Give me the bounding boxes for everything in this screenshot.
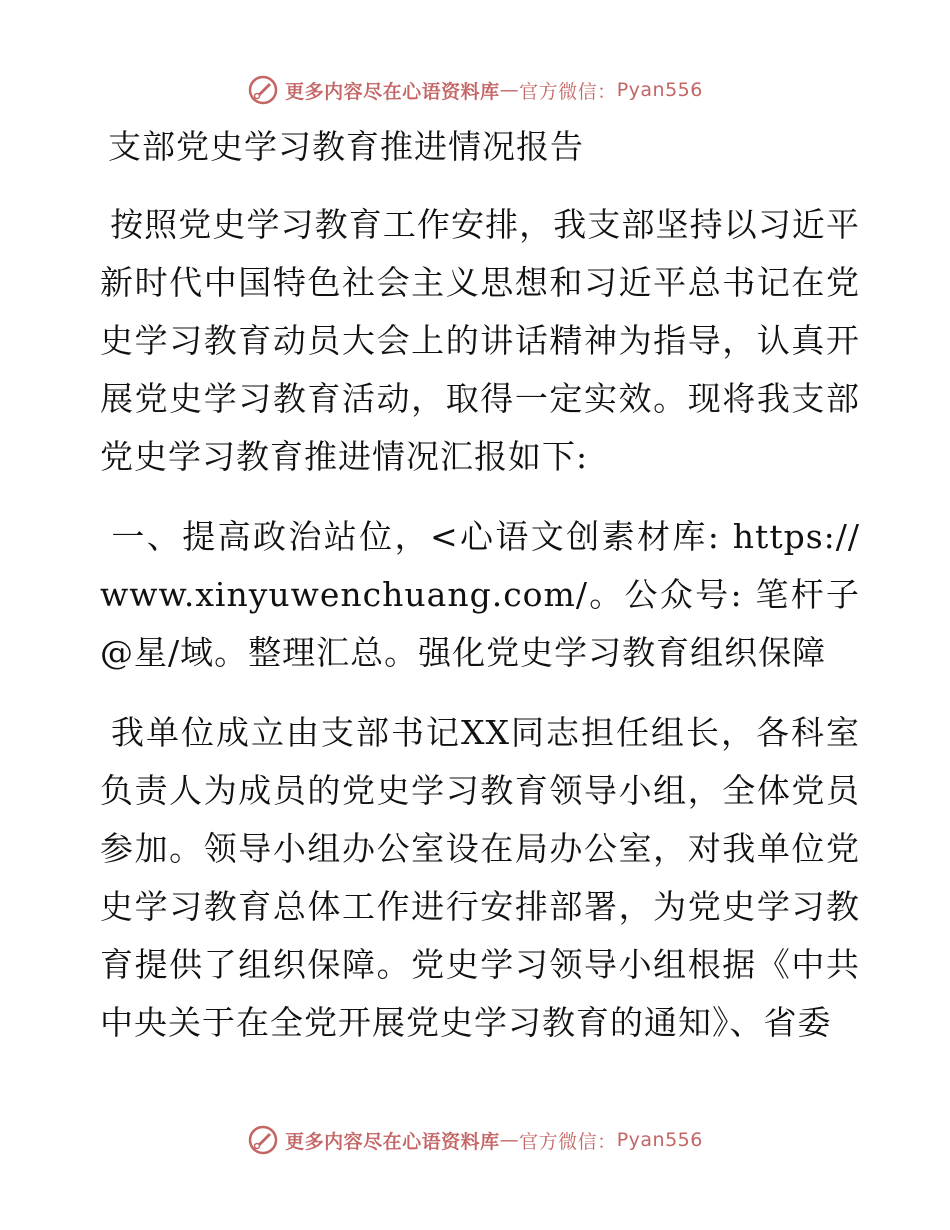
watermark-sub: 官方微信：: [519, 80, 617, 103]
paragraph-leadership-group: [100, 704, 860, 1052]
quill-logo-icon: [247, 74, 279, 106]
watermark-footer: [0, 1120, 950, 1160]
quill-logo-icon: [247, 1124, 279, 1156]
watermark-brand: 更多内容尽在心语资料库: [285, 1130, 500, 1153]
watermark-dash: —: [499, 79, 520, 101]
paragraph-leadership-group-text: 我单位成立由支部书记XX同志担任组长，各科室负责人为成员的党史学习教育领导小组，全体党员参加。领导小组办公室设在局办公室，对我单位党史学习教育总体工作进行安排部署，为党史学习教育提供了组织保障。党史学习领导小组根据《中共中央关于在全党开展党史学习教育的通知》、省委: [100, 713, 860, 1042]
watermark-id: Pyan556: [616, 79, 703, 101]
paragraph-section-one: [100, 508, 860, 682]
document-body: [100, 118, 860, 1074]
watermark-sub: 官方微信：: [519, 1130, 617, 1153]
paragraph-intro: [100, 196, 860, 486]
watermark-id: Pyan556: [616, 1129, 703, 1151]
watermark-brand: 更多内容尽在心语资料库: [285, 80, 500, 103]
document-title: 支部党史学习教育推进情况报告: [108, 127, 584, 166]
paragraph-intro-text: 按照党史学习教育工作安排，我支部坚持以习近平新时代中国特色社会主义思想和习近平总书记在党史学习教育动员大会上的讲话精神为指导，认真开展党史学习教育活动，取得一定实效。现将我支部党史学习教育推进情况汇报如下:: [100, 205, 860, 476]
watermark-header: [0, 70, 950, 110]
paragraph-section-one-text: 一、提高政治站位，<心语文创素材库: https://www.xinyuwenchuang.com/。公众号: 笔杆子@星/域。整理汇总。强化党史学习教育组织保障: [100, 517, 860, 672]
watermark-dash: —: [499, 1129, 520, 1151]
